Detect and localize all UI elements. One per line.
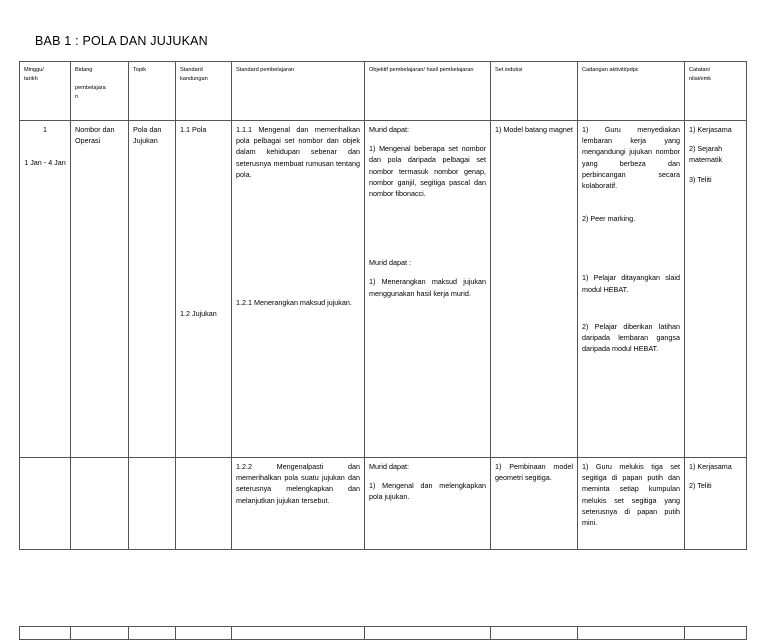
catatan-text: 1) Kerjasama bbox=[689, 462, 732, 471]
objektif-text: 1) Menerangkan maksud jujukan menggunakan hasil kerja murid. bbox=[369, 277, 486, 298]
next-table-edge bbox=[19, 626, 747, 640]
header-text: pembelajara bbox=[75, 85, 106, 91]
sk-text: 1.2 Jujukan bbox=[180, 309, 217, 319]
page-title: BAB 1 : POLA DAN JUJUKAN bbox=[35, 34, 208, 48]
cell-catatan bbox=[685, 458, 747, 550]
objektif-text: 1) Mengenal beberapa set nombor dan pola daripada pelbagai set nombor termasuk nombor genap, nombor ganjil, segitiga pascal dan nombor fibonacci. bbox=[369, 144, 486, 199]
header-text: n bbox=[75, 94, 79, 100]
catatan-text: 1) Kerjasama bbox=[689, 125, 732, 134]
table-row bbox=[20, 627, 747, 640]
bidang-text: Nombor dan Operasi bbox=[75, 125, 115, 146]
objektif-text: 1) Mengenal dan melengkapkan pola jujukan. bbox=[369, 481, 486, 502]
empty-cell bbox=[129, 627, 176, 640]
empty-cell bbox=[578, 627, 685, 640]
objektif-heading: Murid dapat: bbox=[369, 125, 409, 134]
rpt-table bbox=[19, 61, 747, 550]
header-text: Objektif pembelajaran/ hasil pembelajaran bbox=[369, 67, 474, 73]
week-number: 1 bbox=[43, 125, 47, 134]
catatan-text: 3) Teliti bbox=[689, 174, 712, 184]
induksi-text: 1) Model batang magnet bbox=[495, 125, 573, 134]
header-text: Cadangan aktiviti/pdpc bbox=[582, 67, 639, 73]
cell-bidang bbox=[71, 458, 129, 550]
header-standard-kandungan bbox=[176, 62, 232, 121]
sk-text: 1.1 Pola bbox=[180, 125, 207, 134]
cell-standard-kandungan bbox=[176, 458, 232, 550]
empty-cell bbox=[232, 627, 365, 640]
header-cadangan bbox=[578, 62, 685, 121]
header-text: Bidang bbox=[75, 67, 93, 73]
sp-text: 1.2.1 Menerangkan maksud jujukan. bbox=[236, 298, 352, 308]
table-row bbox=[20, 121, 747, 458]
header-bidang bbox=[71, 62, 129, 121]
cell-standard-pembelajaran bbox=[232, 458, 365, 550]
header-catatan bbox=[685, 62, 747, 121]
cell-minggu bbox=[20, 458, 71, 550]
cadangan-text: 1) Pelajar ditayangkan slaid modul HEBAT. bbox=[582, 273, 680, 294]
induksi-text: 1) Pembinaan model geometri segitiga. bbox=[495, 462, 573, 483]
cadangan-text: 2) Peer marking. bbox=[582, 214, 636, 224]
header-text: nilai/emk bbox=[689, 76, 712, 82]
cell-set-induksi bbox=[491, 121, 578, 458]
empty-cell bbox=[365, 627, 491, 640]
sp-text: 1.1.1 Mengenal dan memerihalkan pola pelbagai set nombor dan objek dalam kehidupan sebenar dan seterusnya membuat rumusan tentang pola. bbox=[236, 125, 360, 179]
sp-text: 1.2.2 Mengenalpasti dan memerihalkan pola suatu jujukan dan seterusnya melengkapkan dan melanjutkan jujukan tersebut. bbox=[236, 462, 360, 505]
table-row bbox=[20, 458, 747, 550]
cell-standard-pembelajaran bbox=[232, 121, 365, 458]
header-text: Catatan/ bbox=[689, 67, 711, 73]
empty-cell bbox=[20, 627, 71, 640]
cell-cadangan bbox=[578, 121, 685, 458]
catatan-text: 2) Sejarah matematik bbox=[689, 144, 723, 165]
header-text: Topik bbox=[133, 67, 147, 73]
header-set-induksi bbox=[491, 62, 578, 121]
header-row bbox=[20, 62, 747, 121]
cadangan-text: 1) Guru melukis tiga set segitiga di papan putih dan meminta setiap kumpulan melukis set segitiga yang seterusnya di papan putih mini. bbox=[582, 462, 680, 528]
cadangan-text: 1) Guru menyediakan lembaran kerja yang mengandungi jujukan nombor yang berbeza dan perbincangan secara kolaboratif. bbox=[582, 125, 680, 191]
cadangan-text: 2) Pelajar diberikan latihan daripada lembaran gangsa daripada modul HEBAT. bbox=[582, 321, 680, 354]
cell-objektif bbox=[365, 458, 491, 550]
week-date: 1 Jan - 4 Jan bbox=[24, 158, 66, 168]
topik-text: Pola dan Jujukan bbox=[133, 125, 162, 146]
empty-cell bbox=[176, 627, 232, 640]
header-text: Minggu/ bbox=[24, 67, 44, 73]
header-minggu bbox=[20, 62, 71, 121]
empty-cell bbox=[685, 627, 747, 640]
header-text: Set induksi bbox=[495, 67, 523, 73]
header-objektif bbox=[365, 62, 491, 121]
objektif-heading: Murid dapat: bbox=[369, 462, 409, 471]
cell-minggu bbox=[20, 121, 71, 458]
header-text: kandungan bbox=[180, 76, 208, 82]
catatan-text: 2) Teliti bbox=[689, 481, 712, 491]
cell-bidang bbox=[71, 121, 129, 458]
cell-set-induksi bbox=[491, 458, 578, 550]
empty-cell bbox=[491, 627, 578, 640]
cell-cadangan bbox=[578, 458, 685, 550]
header-topik bbox=[129, 62, 176, 121]
header-text: Standard pembelajaran bbox=[236, 67, 295, 73]
cell-topik bbox=[129, 458, 176, 550]
cell-objektif bbox=[365, 121, 491, 458]
cell-topik bbox=[129, 121, 176, 458]
empty-cell bbox=[71, 627, 129, 640]
header-standard-pembelajaran bbox=[232, 62, 365, 121]
header-text: Standard bbox=[180, 67, 203, 73]
cell-standard-kandungan bbox=[176, 121, 232, 458]
objektif-heading: Murid dapat : bbox=[369, 258, 411, 268]
cell-catatan bbox=[685, 121, 747, 458]
header-text: tarikh bbox=[24, 76, 38, 82]
